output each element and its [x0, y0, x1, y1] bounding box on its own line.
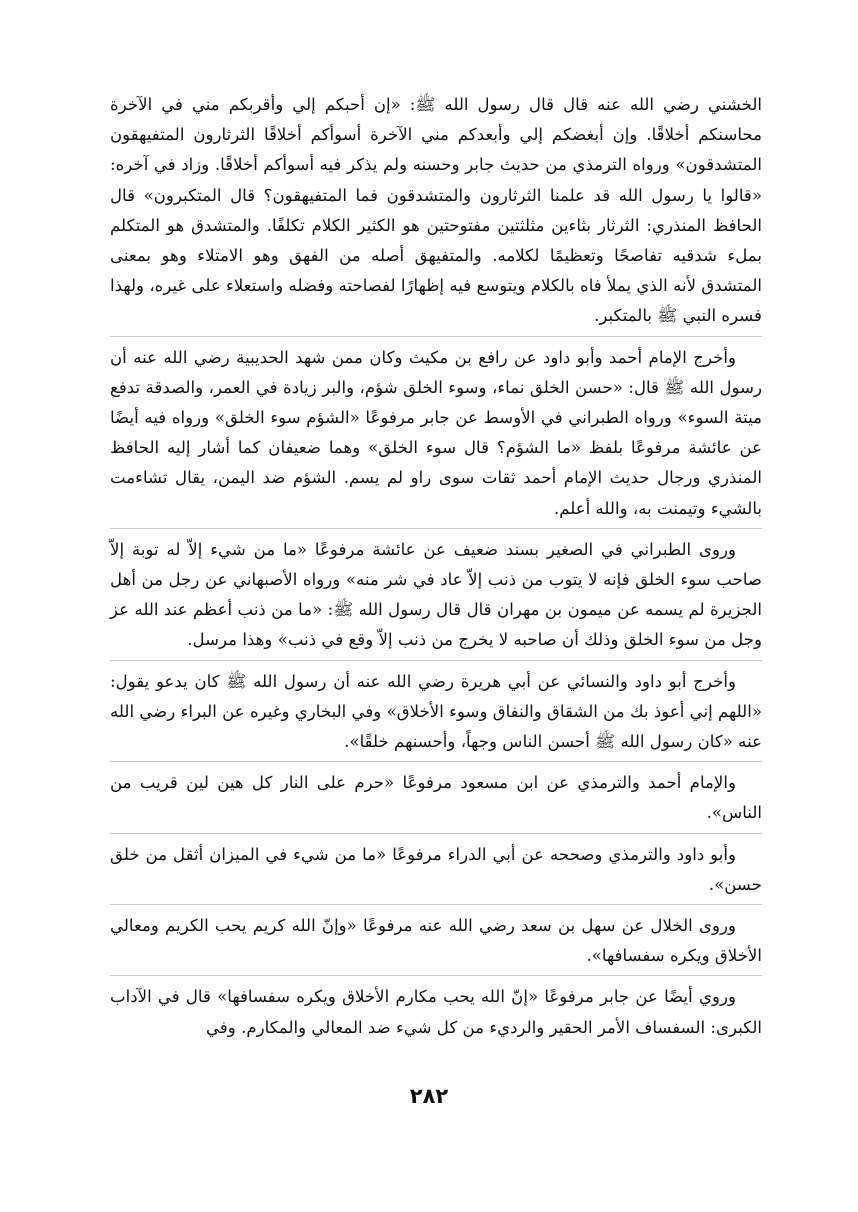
- paragraph-1: الخشني رضي الله عنه قال قال رسول الله ﷺ: «إن أحبكم إلي وأقربكم مني في الآخرة محاسنكم أخلاقًا. وإن أبغضكم إلي وأبعدكم مني الآخرة أسوأكم أخلاقًا الثرثارون المتفيهقون المتشدقون» ورواه الترمذي من حديث جابر وحسنه ولم يذكر فيه أسوأكم أخلاقًا. وزاد في آخره: «قالوا يا رسول الله قد علمنا الثرثارون والمتشدقون فما المتفيهقون؟ قال المتكبرون» قال الحافظ المنذري: الثرثار بثاءين مثلثتين مفتوحتين هو الكثير الكلام تكلفًا. والمتشدق هو المتكلم بملء شدقيه تفاصحًا وتعظيمًا لكلامه. والمتفيهق أصله من الفهق وهو الامتلاء وهو بمعنى المتشدق لأنه الذي يملأ فاه بالكلام ويتوسع فيه إظهارًا لفصاحته وفضله واستعلاء على غيره، ولهذا فسره النبي ﷺ بالمتكبر.: [110, 95, 762, 326]
- paragraph-8: وروي أيضًا عن جابر مرفوعًا «إنّ الله يحب مكارم الأخلاق ويكره سفسافها» قال في الآداب الكبرى: السفساف الأمر الحقير والرديء من كل شيء ضد المعالي والمكارم. وفي: [110, 987, 762, 1037]
- paragraph-divider: [110, 528, 762, 529]
- paragraph-2: وأخرج الإمام أحمد وأبو داود عن رافع بن مكيث وكان ممن شهد الحديبية رضي الله عنه أن رسول الله ﷺ قال: «حسن الخلق نماء، وسوء الخلق شؤم، والبر زيادة في العمر، والصدقة تدفع ميتة السوء» ورواه الطبراني في الأوسط عن جابر مرفوعًا «الشؤم سوء الخلق» ورواه فيه أيضًا عن عائشة مرفوعًا بلفظ «ما الشؤم؟ قال سوء الخلق» وهما ضعيفان كما أشار إليه الحافظ المنذري ورجال حديث الإمام أحمد ثقات سوى راو لم يسم. الشؤم ضد اليمن، يقال تشاءمت بالشيء وتيمنت به، والله أعلم.: [110, 347, 762, 518]
- paragraph-3: وروى الطبراني في الصغير بسند ضعيف عن عائشة مرفوعًا «ما من شيء إلاّ له توبة إلاّ صاحب سوء الخلق فإنه لا يتوب من ذنب إلاّ عاد في شر منه» ورواه الأصبهاني عن رجل من أهل الجزيرة لم يسمه عن ميمون بن مهران قال قال رسول الله ﷺ: «ما من ذنب أعظم عند الله عز وجل من سوء الخلق وذلك أن صاحبه لا يخرج من ذنب إلاّ وقع في ذنب» وهذا مرسل.: [110, 539, 762, 650]
- paragraph-6: وأبو داود والترمذي وصححه عن أبي الدراء مرفوعًا «ما من شيء في الميزان أثقل من خلق حسن».: [110, 844, 762, 894]
- paragraph-divider: [110, 660, 762, 661]
- page-number: ٢٨٢: [409, 1084, 449, 1108]
- page-body-text: [110, 90, 762, 1043]
- paragraph-4: وأخرج أبو داود والنسائي عن أبي هريرة رضي الله عنه أن رسول الله ﷺ كان يدعو يقول: «اللهم إني أعوذ بك من الشقاق والنفاق وسوء الأخلاق» وفي البخاري وغيره عن البراء رضي الله عنه «كان رسول الله ﷺ أحسن الناس وجهاً، وأحسنهم خلقًا».: [110, 671, 762, 752]
- paragraph-divider: [110, 975, 762, 976]
- paragraph-7: وروى الخلال عن سهل بن سعد رضي الله عنه مرفوعًا «وإنّ الله كريم يحب الكريم ومعالي الأخلاق ويكره سفسافها».: [110, 916, 762, 966]
- paragraph-divider: [110, 833, 762, 834]
- paragraph-divider: [110, 761, 762, 762]
- paragraph-divider: [110, 336, 762, 337]
- paragraph-5: والإمام أحمد والترمذي عن ابن مسعود مرفوعًا «حرم على النار كل هين لين قريب من الناس».: [110, 773, 762, 823]
- paragraph-divider: [110, 904, 762, 905]
